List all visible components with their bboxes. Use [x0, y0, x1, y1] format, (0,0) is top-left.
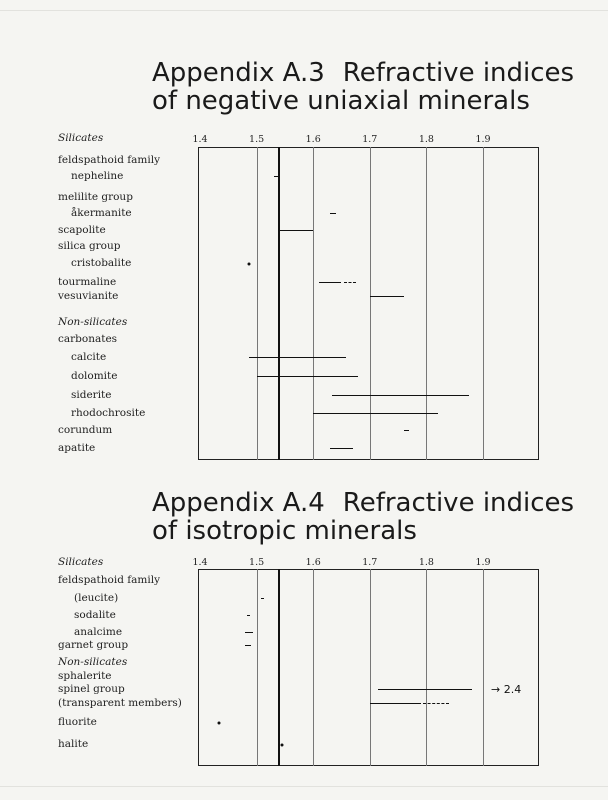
row-label: Silicates — [58, 132, 104, 144]
row-label: fluorite — [58, 716, 97, 728]
appendix-a4-title: Appendix A.4 Refractive indices — [152, 488, 575, 518]
row-label: scapolite — [58, 224, 106, 236]
row-label: Non-silicates — [58, 316, 128, 328]
row-label: sodalite — [74, 609, 116, 621]
row-label: nepheline — [71, 170, 124, 182]
arrow-label — [491, 683, 521, 696]
row-label: feldspathoid family — [58, 574, 161, 586]
row-label: tourmaline — [58, 276, 117, 288]
x-tick-label: 1.5 — [249, 134, 265, 145]
x-tick-label: 1.4 — [192, 557, 208, 568]
reference-line — [278, 147, 280, 460]
row-label: feldspathoid family — [58, 154, 161, 166]
range-bar — [370, 296, 404, 297]
row-label: calcite — [71, 351, 107, 363]
x-tick-label: 1.8 — [418, 134, 434, 145]
x-tick-label: 1.7 — [362, 557, 378, 568]
appendix-a4-title-line2: of isotropic minerals — [152, 516, 417, 546]
range-bar — [332, 395, 469, 396]
row-label: dolomite — [71, 370, 118, 382]
x-tick-label: 1.6 — [305, 557, 321, 568]
x-tick-label: 1.5 — [249, 557, 265, 568]
row-label: melilite group — [58, 191, 133, 203]
row-label: silica group — [58, 240, 121, 252]
row-label: rhodochrosite — [71, 407, 146, 419]
range-bar — [245, 645, 251, 646]
row-label: Silicates — [58, 556, 104, 568]
reference-line — [278, 569, 280, 766]
range-bar — [261, 598, 264, 599]
row-label: vesuvianite — [58, 290, 119, 302]
x-tick-label: 1.7 — [362, 134, 378, 145]
point-mark — [218, 722, 221, 725]
row-label: garnet group — [58, 639, 129, 651]
range-bar — [274, 176, 280, 177]
row-label: carbonates — [58, 333, 118, 345]
x-tick-label: 1.9 — [475, 557, 491, 568]
row-label: corundum — [58, 424, 113, 436]
row-label: sphalerite — [58, 670, 112, 682]
gridline — [483, 147, 484, 460]
x-tick-label: 1.6 — [305, 134, 321, 145]
x-tick-label: 1.8 — [418, 557, 434, 568]
x-tick-label: 1.9 — [475, 134, 491, 145]
gridline — [257, 147, 258, 460]
row-label: (transparent members) — [58, 697, 182, 709]
plot-frame — [198, 569, 539, 766]
range-bar — [319, 282, 342, 283]
row-label: Non-silicates — [58, 656, 128, 668]
gridline — [483, 569, 484, 766]
range-bar — [313, 413, 438, 414]
range-bar — [247, 615, 250, 616]
range-bar — [249, 357, 346, 358]
range-bar — [245, 632, 253, 633]
row-label: (leucite) — [74, 592, 119, 604]
arrow-value: 2.4 — [500, 683, 522, 696]
row-label: halite — [58, 738, 89, 750]
bleed-line — [0, 10, 608, 11]
point-mark — [280, 744, 283, 747]
range-bar — [257, 376, 359, 377]
row-label: apatite — [58, 442, 96, 454]
row-label: siderite — [71, 389, 112, 401]
range-bar — [330, 448, 353, 449]
gridline — [426, 569, 427, 766]
range-bar — [404, 430, 410, 431]
range-bar-extension — [344, 282, 356, 283]
appendix-a3-title: Appendix A.3 Refractive indices — [152, 58, 575, 88]
range-bar — [370, 703, 421, 704]
range-bar-extension — [423, 703, 449, 704]
appendix-a3-title-line2: of negative uniaxial minerals — [152, 86, 530, 116]
row-label: åkermanite — [71, 207, 132, 219]
range-bar — [279, 230, 313, 231]
arrow-icon: → — [491, 683, 501, 696]
bleed-line — [0, 786, 608, 787]
x-tick-label: 1.4 — [192, 134, 208, 145]
row-label: spinel group — [58, 683, 125, 695]
gridline — [257, 569, 258, 766]
range-bar — [378, 689, 471, 690]
row-label: analcime — [74, 626, 123, 638]
point-mark — [248, 263, 251, 266]
range-bar — [330, 213, 336, 214]
gridline — [370, 569, 371, 766]
row-label: cristobalite — [71, 257, 132, 269]
gridline — [313, 569, 314, 766]
